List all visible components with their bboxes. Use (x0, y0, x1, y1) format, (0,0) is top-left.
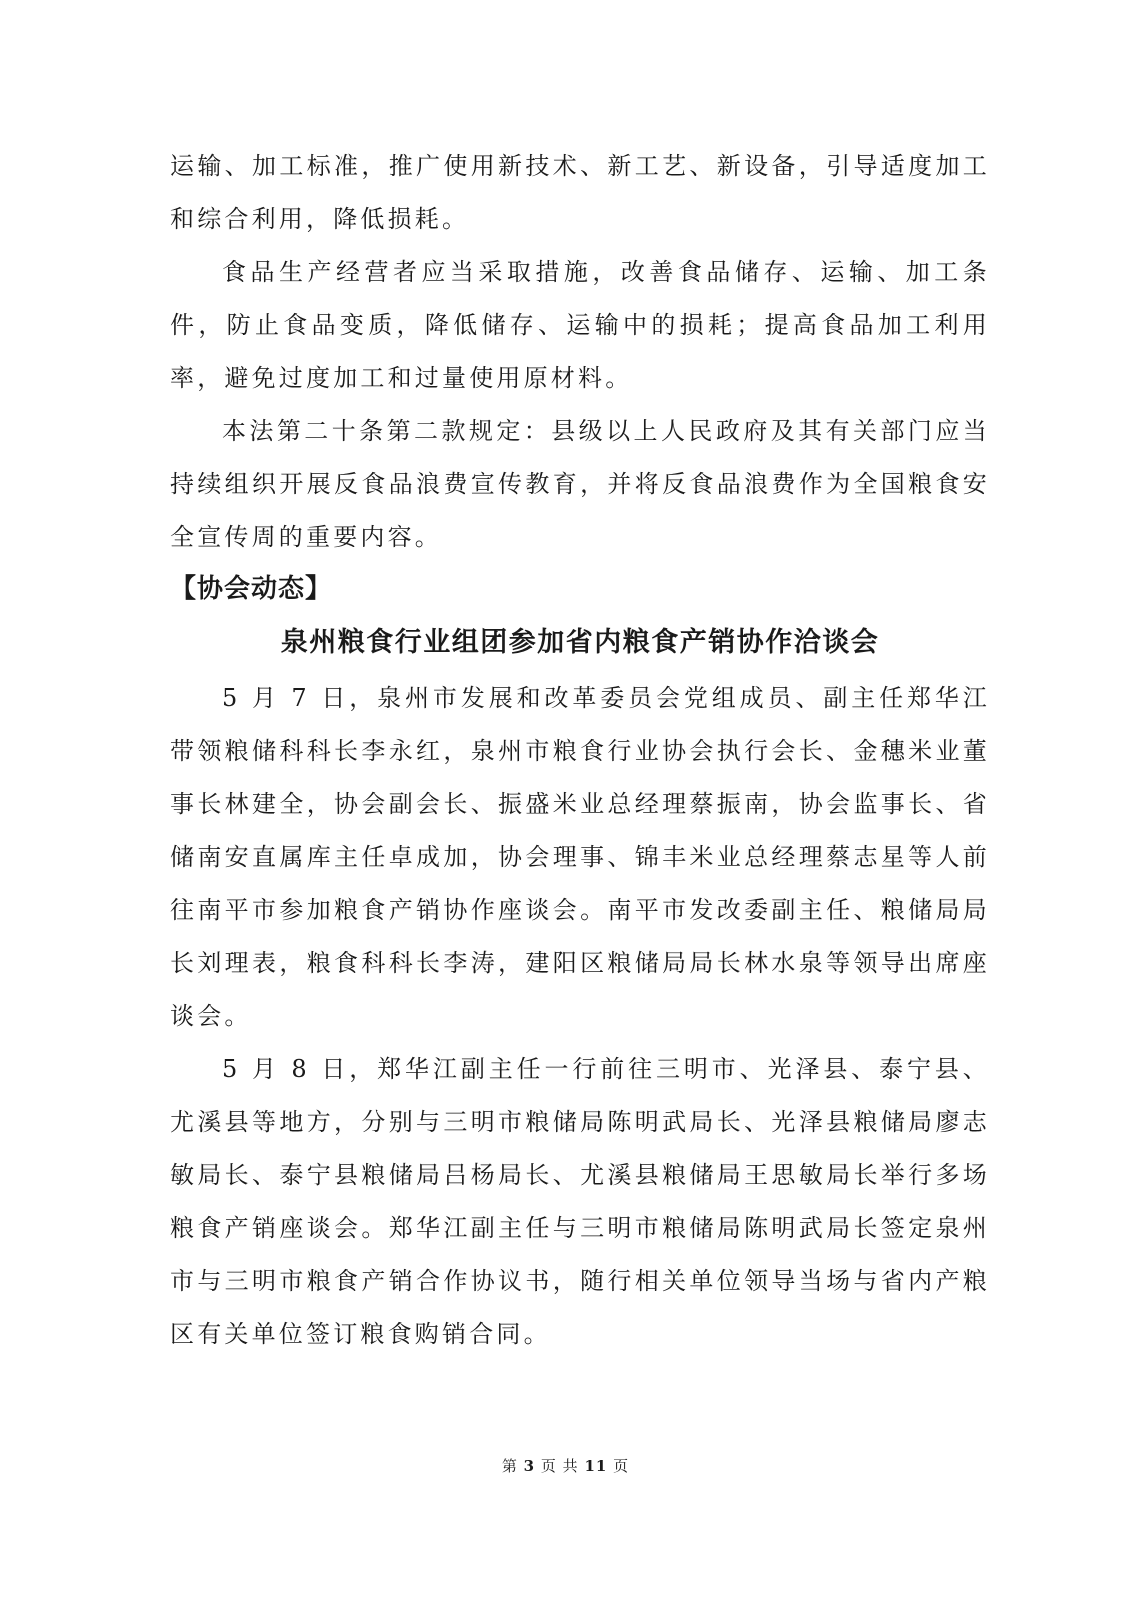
footer-current-page: 3 (523, 1457, 536, 1475)
article-title: 泉州粮食行业组团参加省内粮食产销协作洽谈会 (280, 627, 880, 658)
page-body (170, 140, 990, 1361)
footer-prefix: 第 (501, 1457, 518, 1475)
section-heading: 【协会动态】 (170, 574, 333, 604)
footer-middle: 页 共 (540, 1457, 579, 1475)
paragraph-may-8: 5 月 8 日，郑华江副主任一行前往三明市、光泽县、泰宁县、尤溪县等地方，分别与三明市粮储局陈明武局长、光泽县粮储局廖志敏局长、泰宁县粮储局吕杨局长、尤溪县粮储局王思敏局长举行多场粮食产销座谈会。郑华江副主任与三明市粮储局陈明武局长签定泉州市与三明市粮食产销合作协议书，随行相关单位领导当场与省内产粮区有关单位签订粮食购销合同。 (170, 1055, 990, 1348)
page-footer (0, 1455, 1131, 1477)
paragraph-continuation: 运输、加工标准，推广使用新技术、新工艺、新设备，引导适度加工和综合利用，降低损耗。 (170, 152, 990, 233)
paragraph-law-article-20: 本法第二十条第二款规定：县级以上人民政府及其有关部门应当持续组织开展反食品浪费宣传教育，并将反食品浪费作为全国粮食安全宣传周的重要内容。 (170, 417, 990, 551)
paragraph-may-7: 5 月 7 日，泉州市发展和改革委员会党组成员、副主任郑华江带领粮储科科长李永红，泉州市粮食行业协会执行会长、金穗米业董事长林建全，协会副会长、振盛米业总经理蔡振南，协会监事长、省储南安直属库主任卓成加，协会理事、锦丰米业总经理蔡志星等人前往南平市参加粮食产销协作座谈会。南平市发改委副主任、粮储局局长刘理表，粮食科科长李涛，建阳区粮储局局长林水泉等领导出席座谈会。 (170, 684, 990, 1030)
paragraph-food-producers: 食品生产经营者应当采取措施，改善食品储存、运输、加工条件，防止食品变质，降低储存、运输中的损耗；提高食品加工利用率，避免过度加工和过量使用原材料。 (170, 258, 990, 392)
footer-suffix: 页 (613, 1457, 630, 1475)
footer-total-pages: 11 (584, 1457, 608, 1475)
